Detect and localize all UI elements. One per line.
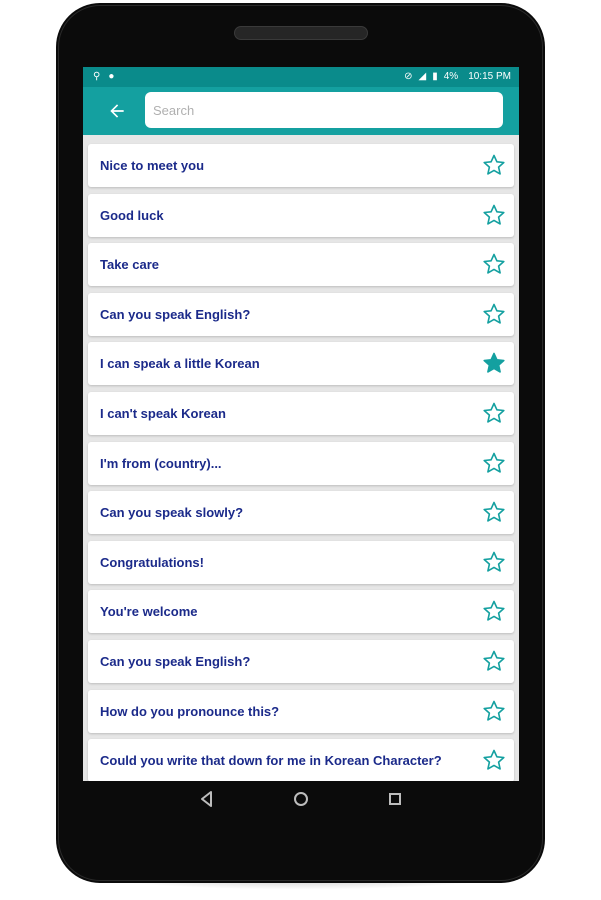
phrase-item[interactable] xyxy=(88,739,514,781)
phrase-item[interactable] xyxy=(88,442,514,485)
star-outline-icon[interactable] xyxy=(482,500,506,524)
star-outline-icon[interactable] xyxy=(482,252,506,276)
phrase-label: Can you speak slowly? xyxy=(100,505,244,521)
back-button[interactable] xyxy=(103,97,131,125)
star-outline-icon[interactable] xyxy=(482,649,506,673)
phrase-label: Can you speak English? xyxy=(100,306,251,322)
star-outline-icon[interactable] xyxy=(482,550,506,574)
phrase-item[interactable] xyxy=(88,541,514,584)
phrase-item[interactable] xyxy=(88,392,514,435)
signal-icon: ◢ xyxy=(418,71,427,82)
star-outline-icon[interactable] xyxy=(482,748,506,772)
phrase-label: Take care xyxy=(100,257,160,273)
arrow-left-icon xyxy=(107,101,127,121)
phrase-label: I can't speak Korean xyxy=(100,405,226,421)
phrase-item[interactable] xyxy=(88,243,514,286)
star-outline-icon[interactable] xyxy=(482,153,506,177)
phrase-list xyxy=(88,144,514,781)
phrase-label: You're welcome xyxy=(100,604,198,620)
phrase-label: I'm from (country)... xyxy=(100,455,222,471)
phrase-item[interactable] xyxy=(88,590,514,633)
alarm-icon: ⊘ xyxy=(404,71,413,82)
phrase-label: How do you pronounce this? xyxy=(100,703,280,719)
star-outline-icon[interactable] xyxy=(482,699,506,723)
speaker-grille xyxy=(234,26,368,40)
phrase-label: Nice to meet you xyxy=(100,158,205,173)
phrase-item[interactable] xyxy=(88,144,514,187)
phone-screen xyxy=(83,67,519,781)
status-bar xyxy=(83,67,519,87)
phrase-label: Can you speak English? xyxy=(100,653,251,669)
phrase-label: Could you write that down for me in Korean Character? xyxy=(100,753,442,769)
star-outline-icon[interactable] xyxy=(482,203,506,227)
navigation-bar xyxy=(83,781,519,817)
phrase-item[interactable] xyxy=(88,194,514,237)
phrase-label: I can speak a little Korean xyxy=(100,356,260,372)
battery-percent: 4% xyxy=(443,71,459,82)
phrase-item[interactable] xyxy=(88,690,514,733)
phrase-item[interactable] xyxy=(88,640,514,683)
phrase-item[interactable] xyxy=(88,491,514,534)
search-input[interactable] xyxy=(145,92,503,128)
star-outline-icon[interactable] xyxy=(482,302,506,326)
phrase-item[interactable] xyxy=(88,293,514,336)
phrase-label: Congratulations! xyxy=(100,554,204,570)
app-bar xyxy=(83,87,519,135)
notification-icon: ● xyxy=(108,71,115,82)
phrase-item[interactable] xyxy=(88,342,514,385)
phrase-label: Good luck xyxy=(100,207,164,223)
star-outline-icon[interactable] xyxy=(482,451,506,475)
status-time: 10:15 PM xyxy=(468,71,511,82)
star-filled-icon[interactable] xyxy=(482,351,506,375)
square-recents-icon[interactable] xyxy=(385,789,405,809)
star-outline-icon[interactable] xyxy=(482,599,506,623)
usb-icon: ⚲ xyxy=(93,71,101,82)
battery-icon: ▮ xyxy=(432,71,438,82)
triangle-back-icon[interactable] xyxy=(197,789,217,809)
circle-home-icon[interactable] xyxy=(291,789,311,809)
star-outline-icon[interactable] xyxy=(482,401,506,425)
